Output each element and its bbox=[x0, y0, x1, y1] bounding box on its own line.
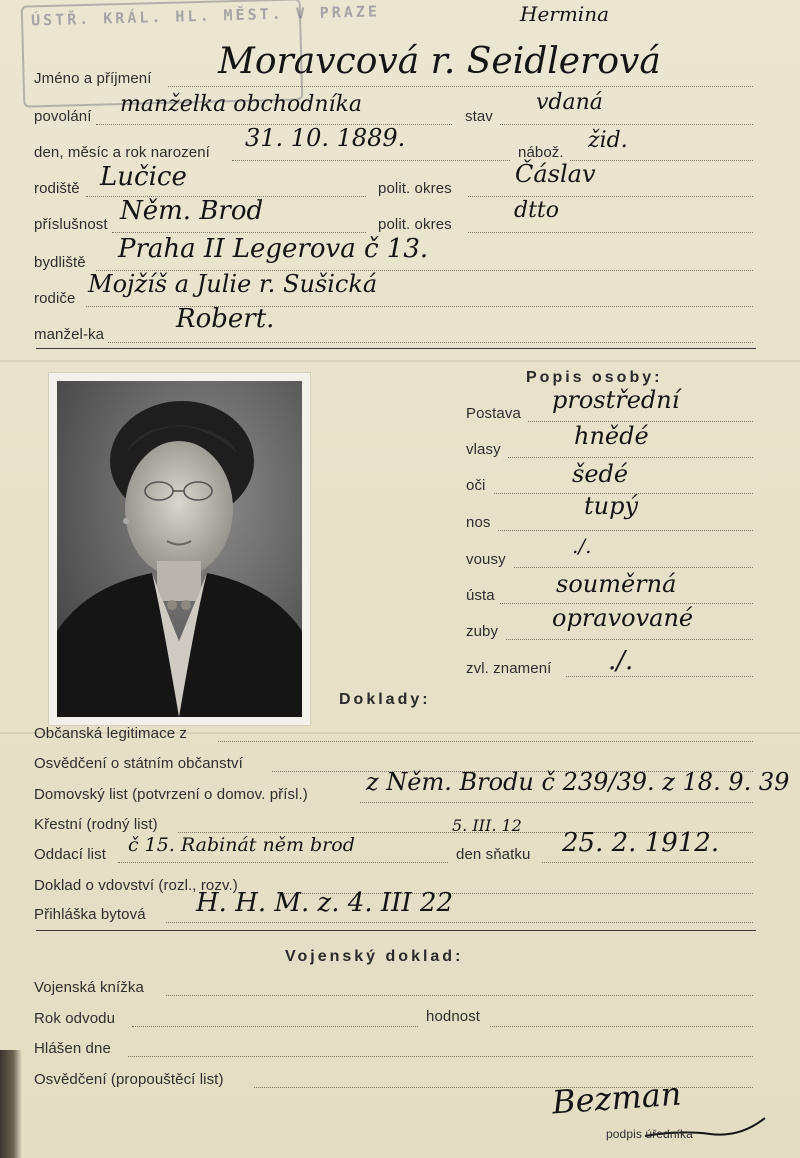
housing-line bbox=[166, 922, 753, 923]
residence-value: Praha II Legerova č 13. bbox=[118, 234, 429, 264]
description-line bbox=[566, 676, 753, 677]
domicile-value: Něm. Brod bbox=[120, 196, 264, 226]
section-divider bbox=[36, 930, 756, 931]
domicile-label: příslušnost bbox=[34, 216, 108, 233]
district-line-2 bbox=[468, 232, 753, 233]
status-label: stav bbox=[465, 108, 493, 125]
section-divider bbox=[36, 348, 756, 349]
district-line-1 bbox=[468, 196, 753, 197]
description-value: šedé bbox=[572, 460, 629, 488]
wedding-date-line bbox=[542, 862, 753, 863]
documents-heading: Doklady: bbox=[339, 691, 431, 708]
draft-year-label: Rok odvodu bbox=[34, 1010, 116, 1027]
district-label-1: polit. okres bbox=[378, 180, 452, 197]
religion-line bbox=[570, 160, 753, 161]
birthdate-value: 31. 10. 1889. bbox=[245, 124, 406, 152]
parents-value: Mojžíš a Julie r. Sušická bbox=[88, 270, 378, 298]
citizenship-label: Osvědčení o státním občanství bbox=[34, 755, 243, 772]
spouse-line bbox=[108, 342, 753, 343]
district-value-2: dtto bbox=[514, 198, 560, 223]
description-line bbox=[508, 457, 753, 458]
domicile-line bbox=[112, 232, 366, 233]
home-list-label: Domovský list (potvrzení o domov. přísl.) bbox=[34, 786, 308, 803]
description-value: opravované bbox=[552, 604, 694, 632]
draft-year-line bbox=[132, 1026, 418, 1027]
home-list-value: z Něm. Brodu č 239/39. z 18. 9. 39 bbox=[366, 768, 790, 796]
description-value: hnědé bbox=[574, 422, 649, 450]
district-value-1: Čáslav bbox=[515, 160, 596, 188]
description-line bbox=[506, 639, 753, 640]
description-label: vlasy bbox=[466, 441, 501, 458]
widowhood-label: Doklad o vdovství (rozl., rozv.) bbox=[34, 877, 238, 894]
description-line bbox=[514, 567, 753, 568]
marriage-label: Oddací list bbox=[34, 846, 106, 863]
description-label: zuby bbox=[466, 623, 499, 640]
stamp-text: ÚSTŘ. KRÁL. HL. MĚST. V PRAZE bbox=[30, 2, 381, 30]
spouse-label: manžel-ka bbox=[34, 326, 105, 343]
wedding-date-value: 25. 2. 1912. bbox=[562, 828, 720, 858]
legitimation-line bbox=[218, 741, 753, 742]
rank-line bbox=[490, 1026, 753, 1027]
name-label: Jméno a příjmení bbox=[34, 70, 152, 87]
portrait-photo bbox=[49, 373, 310, 725]
residence-label: bydliště bbox=[34, 254, 86, 271]
spouse-value: Robert. bbox=[176, 304, 275, 334]
occupation-label: povolání bbox=[34, 108, 92, 125]
reported-line bbox=[128, 1056, 753, 1057]
marriage-note: 5. III. 12 bbox=[452, 816, 522, 835]
district-label-2: polit. okres bbox=[378, 216, 452, 233]
housing-value: H. H. M. z. 4. III 22 bbox=[196, 888, 454, 918]
description-label: vousy bbox=[466, 551, 506, 568]
status-line bbox=[500, 124, 753, 125]
military-book-line bbox=[166, 995, 753, 996]
name-value: Moravcová r. Seidlerová bbox=[218, 41, 661, 82]
military-book-label: Vojenská knížka bbox=[34, 979, 144, 996]
paper-fold bbox=[0, 360, 800, 362]
parents-label: rodiče bbox=[34, 290, 76, 307]
wedding-date-label: den sňatku bbox=[456, 846, 531, 863]
description-value: ./. bbox=[572, 534, 592, 558]
torn-paper-edge bbox=[0, 1050, 22, 1158]
description-value: prostřední bbox=[552, 386, 680, 414]
discharge-label: Osvědčení (propouštěcí list) bbox=[34, 1071, 224, 1088]
official-signature: Bezman bbox=[550, 1074, 683, 1122]
description-label: oči bbox=[466, 477, 486, 494]
signature-caption: podpis úředníka bbox=[606, 1127, 693, 1141]
religion-value: žid. bbox=[588, 128, 628, 153]
description-label: nos bbox=[466, 514, 491, 531]
description-value: ./. bbox=[608, 646, 634, 676]
birthdate-line bbox=[232, 160, 510, 161]
religion-label: nábož. bbox=[518, 144, 564, 161]
portrait-image bbox=[57, 381, 302, 717]
birthplace-value: Lučice bbox=[100, 162, 187, 192]
legitimation-label: Občanská legitimace z bbox=[34, 725, 188, 742]
rank-label: hodnost bbox=[426, 1008, 481, 1025]
description-value: tupý bbox=[584, 492, 639, 520]
status-value: vdaná bbox=[536, 90, 603, 115]
description-line bbox=[498, 530, 753, 531]
first-name-handwritten: Hermina bbox=[520, 2, 610, 26]
description-label: Postava bbox=[466, 405, 521, 422]
housing-label: Přihláška bytová bbox=[34, 906, 146, 923]
occupation-value: manželka obchodníka bbox=[120, 92, 363, 117]
marriage-value: č 15. Rabinát něm brod bbox=[128, 834, 355, 856]
baptism-label: Křestní (rodný list) bbox=[34, 816, 158, 833]
description-value: souměrná bbox=[556, 570, 677, 598]
name-line bbox=[168, 86, 753, 87]
home-list-line bbox=[360, 802, 753, 803]
description-label: zvl. znamení bbox=[466, 660, 552, 677]
military-heading: Vojenský doklad: bbox=[285, 948, 464, 965]
description-heading: Popis osoby: bbox=[526, 369, 663, 386]
birthdate-label: den, měsíc a rok narození bbox=[34, 144, 210, 161]
reported-label: Hlášen dne bbox=[34, 1040, 111, 1057]
marriage-line bbox=[118, 862, 448, 863]
birthplace-label: rodiště bbox=[34, 180, 80, 197]
description-label: ústa bbox=[466, 587, 495, 604]
